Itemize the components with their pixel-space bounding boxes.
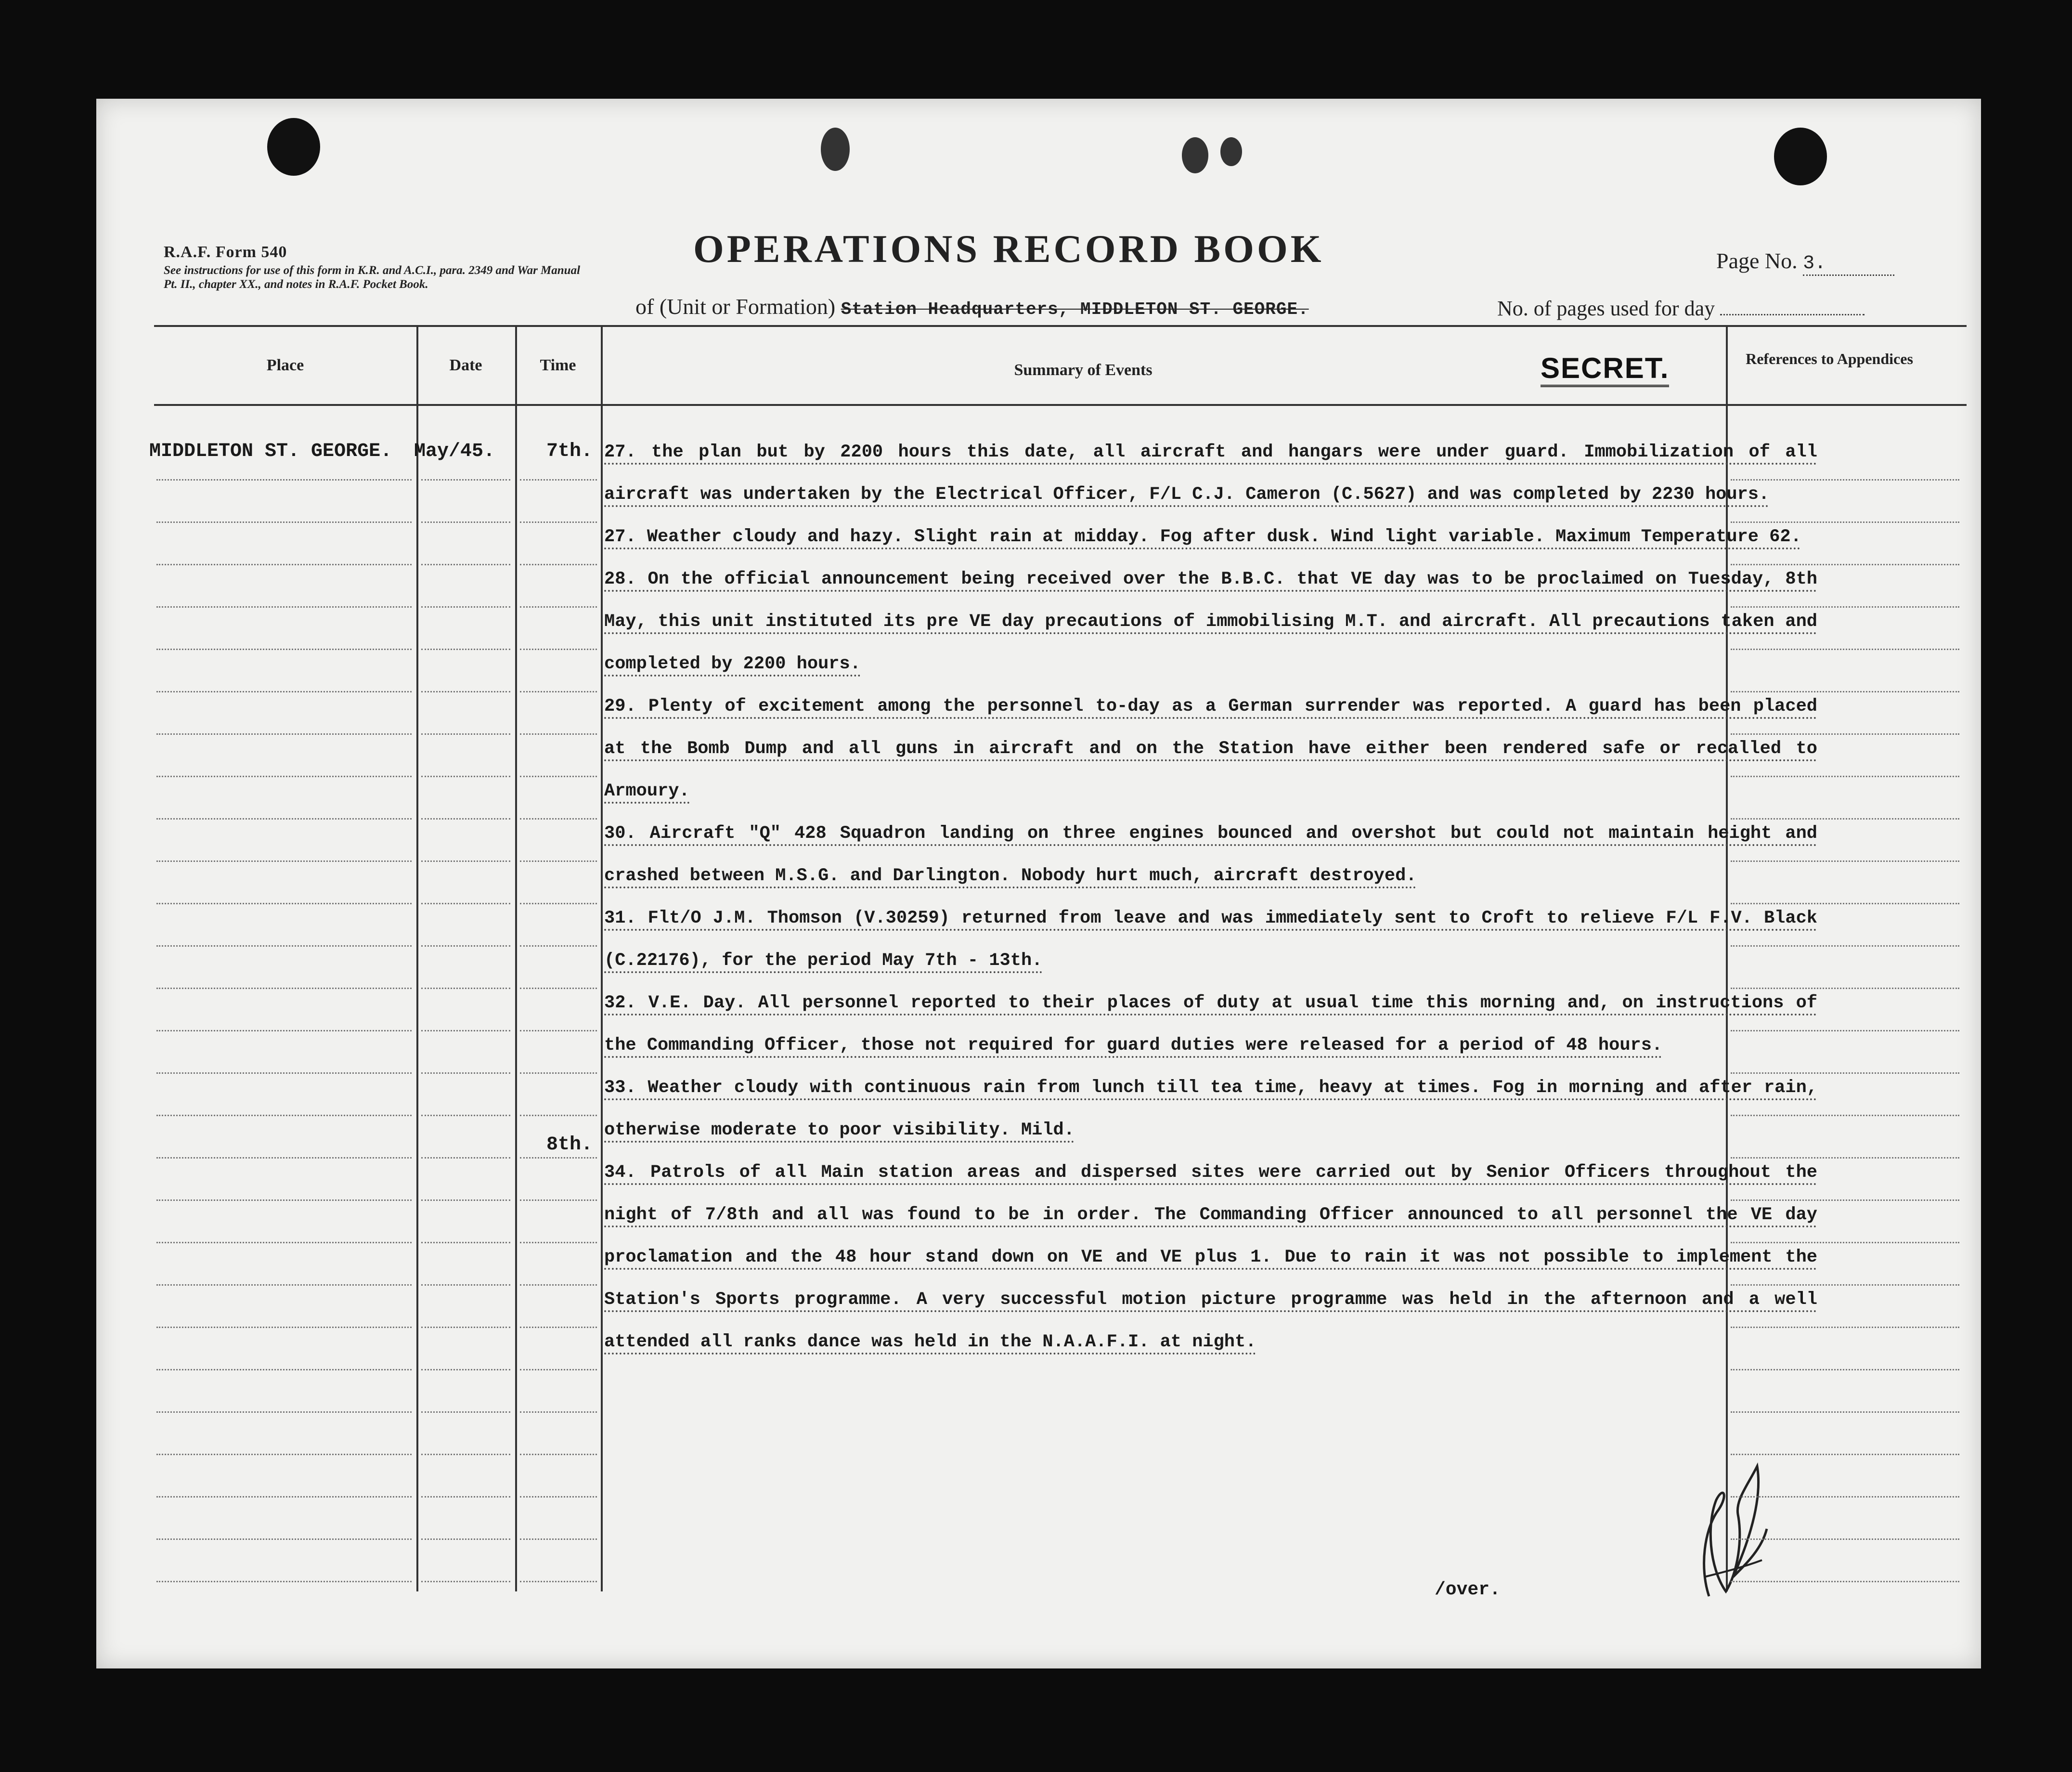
ruled-line (421, 1496, 510, 1498)
punch-hole-left (267, 118, 320, 176)
ruled-line (421, 733, 510, 735)
column-divider (515, 325, 517, 1591)
page-number (1716, 248, 1894, 276)
unit-label: of (Unit or Formation) (635, 294, 836, 319)
ruled-line (520, 1327, 597, 1328)
ruled-line (156, 1030, 412, 1031)
ruled-line (1731, 776, 1959, 777)
entry-place: MIDDLETON ST. GEORGE. (149, 441, 392, 462)
ruled-line (520, 521, 597, 523)
header-time: Time (540, 356, 576, 374)
ruled-line (520, 1030, 597, 1031)
ruled-line (421, 1454, 510, 1455)
ruled-line (421, 1327, 510, 1328)
ruled-line (1731, 564, 1959, 565)
ruled-line (1731, 691, 1959, 692)
ink-blot (1182, 137, 1208, 173)
ink-blot (821, 128, 850, 171)
ruled-line (156, 1581, 412, 1582)
ruled-line (156, 1327, 412, 1328)
unit-line (635, 294, 1309, 319)
ruled-line (156, 1199, 412, 1201)
ruled-line (156, 988, 412, 989)
ruled-line (520, 479, 597, 481)
ink-blot (1220, 137, 1242, 166)
pages-used-label: No. of pages used for day (1497, 297, 1715, 320)
ruled-line (421, 1581, 510, 1582)
ruled-line (1731, 606, 1959, 608)
event-entry: 33. Weather cloudy with continuous rain from lunch till tea time, heavy at times. Fog in morning and after rain, otherwise moderate to poor visibility. Mild. (604, 1078, 1817, 1140)
summary-of-events (604, 431, 1817, 1363)
ruled-line (421, 1538, 510, 1540)
ruled-line (520, 1411, 597, 1413)
ruled-line (421, 1284, 510, 1286)
ruled-line (421, 945, 510, 947)
ruled-line (156, 1496, 412, 1498)
record-sheet (96, 99, 1981, 1668)
ruled-line (520, 945, 597, 947)
ruled-line (520, 818, 597, 820)
header-summary: Summary of Events (1014, 361, 1153, 379)
ruled-line (1731, 1496, 1959, 1498)
ruled-line (520, 988, 597, 989)
entry-time: 8th. (546, 1134, 593, 1156)
ruled-line (421, 691, 510, 692)
ruled-line (156, 1284, 412, 1286)
page-title: OPERATIONS RECORD BOOK (693, 227, 1324, 271)
ruled-line (156, 1411, 412, 1413)
ruled-line (421, 479, 510, 481)
ruled-line (421, 521, 510, 523)
ruled-line (1731, 860, 1959, 862)
ruled-line (156, 521, 412, 523)
column-divider (416, 325, 418, 1591)
ruled-line (156, 1538, 412, 1540)
ruled-line (520, 691, 597, 692)
column-divider (601, 325, 603, 1591)
ruled-line (421, 564, 510, 565)
ruled-line (156, 733, 412, 735)
page-number-label: Page No. (1716, 248, 1798, 273)
ruled-line (156, 1115, 412, 1116)
header-references: References to Appendices (1746, 350, 1913, 367)
event-entry: 27. Weather cloudy and hazy. Slight rain at midday. Fog after dusk. Wind light variable. Maximum Temperature 62. (604, 527, 1801, 547)
ruled-line (520, 903, 597, 904)
pages-used-field (1497, 296, 1865, 321)
ruled-line (156, 564, 412, 565)
ruled-line (421, 903, 510, 904)
event-entry: 28. On the official announcement being received over the B.B.C. that VE day was to be proclaimed on Tuesday, 8th May, this unit instituted its pre VE day precautions of immobilising M.T. and aircraft. All precautions taken and completed by 2200 hours. (604, 569, 1817, 674)
ruled-line (1731, 1242, 1959, 1243)
ruled-line (1731, 521, 1959, 523)
continued-marker: /over. (1435, 1579, 1501, 1600)
form-identifier (164, 243, 587, 291)
ruled-line (156, 606, 412, 608)
ruled-line (1731, 1369, 1959, 1370)
header-place: Place (266, 356, 304, 374)
header-date: Date (449, 356, 482, 374)
ruled-line (421, 1030, 510, 1031)
ruled-line (421, 1242, 510, 1243)
ruled-line (156, 1242, 412, 1243)
ruled-line (520, 1115, 597, 1116)
ruled-line (421, 988, 510, 989)
event-entry: 32. V.E. Day. All personnel reported to their places of duty at usual time this morning and, on instructions of the Commanding Officer, those not required for guard duties were released for a period of 48 hours. (604, 993, 1817, 1055)
ruled-line (520, 1581, 597, 1582)
ruled-line (1731, 1072, 1959, 1074)
ruled-line (1731, 1411, 1959, 1413)
ruled-line (520, 649, 597, 650)
page-number-value: 3. (1803, 253, 1894, 276)
ruled-line (156, 479, 412, 481)
ruled-line (1731, 1157, 1959, 1159)
ruled-line (421, 860, 510, 862)
ruled-line (1731, 1538, 1959, 1540)
ruled-line (156, 691, 412, 692)
ruled-line (520, 1199, 597, 1201)
ruled-line (520, 1496, 597, 1498)
ruled-line (520, 1242, 597, 1243)
ruled-line (1731, 479, 1959, 481)
ruled-line (156, 1454, 412, 1455)
ruled-line (520, 1454, 597, 1455)
security-classification: SECRET. (1541, 352, 1669, 387)
ruled-line (421, 776, 510, 777)
event-entry: 34. Patrols of all Main station areas and dispersed sites were carried out by Senior Officers throughout the night of 7/8th and all was found to be in order. The Commanding Officer announced to all personnel the VE day proclamation and the 48 hour stand down on VE and VE plus 1. Due to rain it was not possible to implement the Station's Sports programme. A very successful motion picture programme was held in the afternoon and a well attended all ranks dance was held in the N.A.A.F.I. at night. (604, 1162, 1817, 1352)
ruled-line (156, 818, 412, 820)
ruled-line (156, 776, 412, 777)
ruled-line (156, 1369, 412, 1370)
ruled-line (520, 1284, 597, 1286)
ruled-line (1731, 988, 1959, 989)
entry-date: May/45. (414, 441, 495, 462)
form-number: R.A.F. Form 540 (164, 243, 287, 261)
event-entry: 30. Aircraft "Q" 428 Squadron landing on three engines bounced and overshot but could not maintain height and crashed between M.S.G. and Darlington. Nobody hurt much, aircraft destroyed. (604, 823, 1817, 886)
ruled-line (1731, 1454, 1959, 1455)
ruled-line (520, 1157, 597, 1159)
ruled-line (421, 1157, 510, 1159)
ruled-line (1731, 1030, 1959, 1031)
unit-value: Station Headquarters, MIDDLETON ST. GEORGE. (841, 300, 1309, 319)
ruled-line (421, 1369, 510, 1370)
ruled-line (520, 776, 597, 777)
ruled-line (520, 1538, 597, 1540)
event-entry: 29. Plenty of excitement among the personnel to-day as a German surrender was reported. A guard has been placed at the Bomb Dump and all guns in aircraft and on the Station have either been rendered safe or recalled to Armoury. (604, 696, 1817, 801)
ruled-line (421, 818, 510, 820)
entry-time: 7th. (546, 441, 593, 462)
ruled-line (156, 1157, 412, 1159)
event-entry: 27. the plan but by 2200 hours this date, all aircraft and hangars were under guard. Immobilization of all aircraft was undertaken by the Electrical Officer, F/L C.J. Cameron (C.5627) and was completed by 2230 hours. (604, 442, 1817, 505)
punch-hole-right (1774, 128, 1827, 185)
ruled-line (1731, 1327, 1959, 1328)
ruled-line (421, 1072, 510, 1074)
pages-used-blank (1720, 314, 1865, 315)
ruled-line (1731, 1115, 1959, 1116)
ruled-line (421, 1411, 510, 1413)
ruled-line (156, 860, 412, 862)
ruled-line (520, 1369, 597, 1370)
ruled-line (520, 564, 597, 565)
ruled-line (520, 733, 597, 735)
ruled-line (421, 1115, 510, 1116)
ruled-line (1731, 733, 1959, 735)
ruled-line (1731, 818, 1959, 820)
event-entry: 31. Flt/O J.M. Thomson (V.30259) returned from leave and was immediately sent to Croft to relieve F/L F.V. Black (C.22176), for the period May 7th - 13th. (604, 908, 1817, 971)
ruled-line (156, 903, 412, 904)
ruled-line (421, 1199, 510, 1201)
ruled-line (520, 1072, 597, 1074)
ruled-line (421, 606, 510, 608)
handwritten-initials (1690, 1457, 1772, 1601)
ruled-line (1731, 945, 1959, 947)
ruled-line (1731, 903, 1959, 904)
ruled-line (156, 649, 412, 650)
ruled-line (1731, 1199, 1959, 1201)
form-instructions: See instructions for use of this form in K.R. and A.C.I., para. 2349 and War Manual Pt. II., chapter XX., and notes in R.A.F. Pocket Book. (164, 264, 581, 291)
ruled-line (1731, 1581, 1959, 1582)
ruled-line (1731, 1284, 1959, 1286)
ruled-line (1731, 649, 1959, 650)
ruled-line (156, 945, 412, 947)
ruled-line (421, 649, 510, 650)
ruled-line (520, 606, 597, 608)
ruled-line (156, 1072, 412, 1074)
ruled-line (520, 860, 597, 862)
